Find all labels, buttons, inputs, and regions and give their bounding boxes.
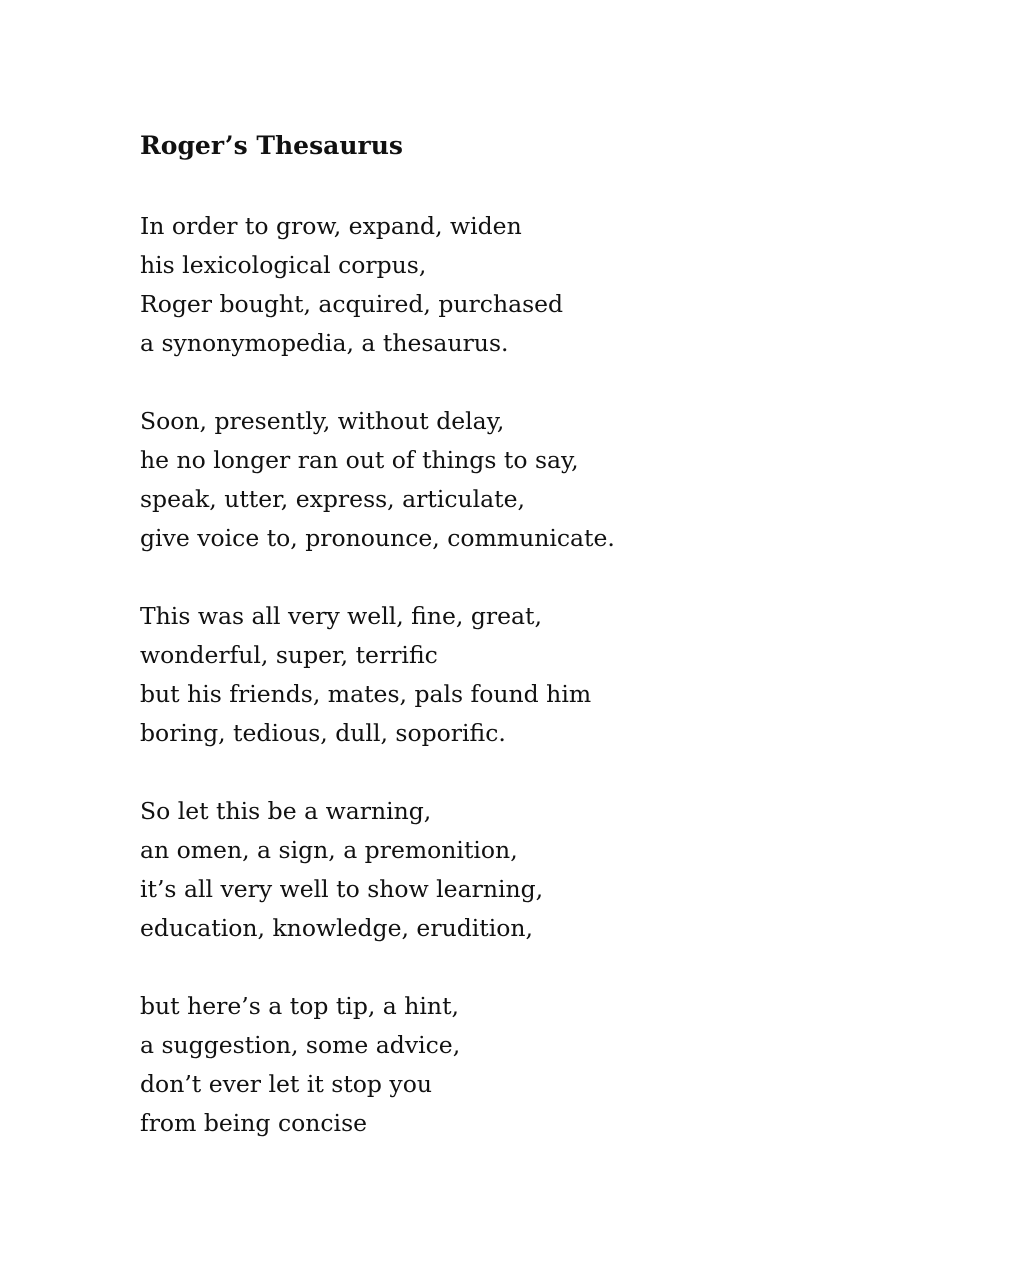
poem-line: give voice to, pronounce, communicate. (140, 524, 615, 552)
stanza-3 (140, 597, 940, 753)
stanza-4 (140, 792, 940, 948)
poem-line: from being concise (140, 1109, 368, 1137)
poem-title: Roger’s Thesaurus (140, 131, 403, 160)
poem-line: education, knowledge, erudition, (140, 914, 533, 942)
poem-line: So let this be a warning, (140, 797, 432, 825)
poem-line: Soon, presently, without delay, (140, 407, 505, 435)
poem-body (140, 207, 940, 1143)
poem-line: In order to grow, expand, widen (140, 212, 522, 240)
stanza-2 (140, 402, 940, 558)
poem-line: a suggestion, some advice, (140, 1031, 461, 1059)
stanza-5 (140, 987, 940, 1143)
poem-line: an omen, a sign, a premonition, (140, 836, 518, 864)
poem-line: wonderful, super, terrific (140, 641, 438, 669)
stanza-1 (140, 207, 940, 363)
poem-line: speak, utter, express, articulate, (140, 485, 525, 513)
poem-line: he no longer ran out of things to say, (140, 446, 579, 474)
poem-line: boring, tedious, dull, soporific. (140, 719, 506, 747)
poem-line: a synonymopedia, a thesaurus. (140, 329, 509, 357)
poem-line: don’t ever let it stop you (140, 1070, 432, 1098)
poem-line: Roger bought, acquired, purchased (140, 290, 564, 318)
poem-line: This was all very well, fine, great, (140, 602, 542, 630)
poem-line: but here’s a top tip, a hint, (140, 992, 459, 1020)
poem (140, 129, 940, 1143)
poem-line: but his friends, mates, pals found him (140, 680, 592, 708)
poem-line: his lexicological corpus, (140, 251, 427, 279)
poem-line: it’s all very well to show learning, (140, 875, 544, 903)
